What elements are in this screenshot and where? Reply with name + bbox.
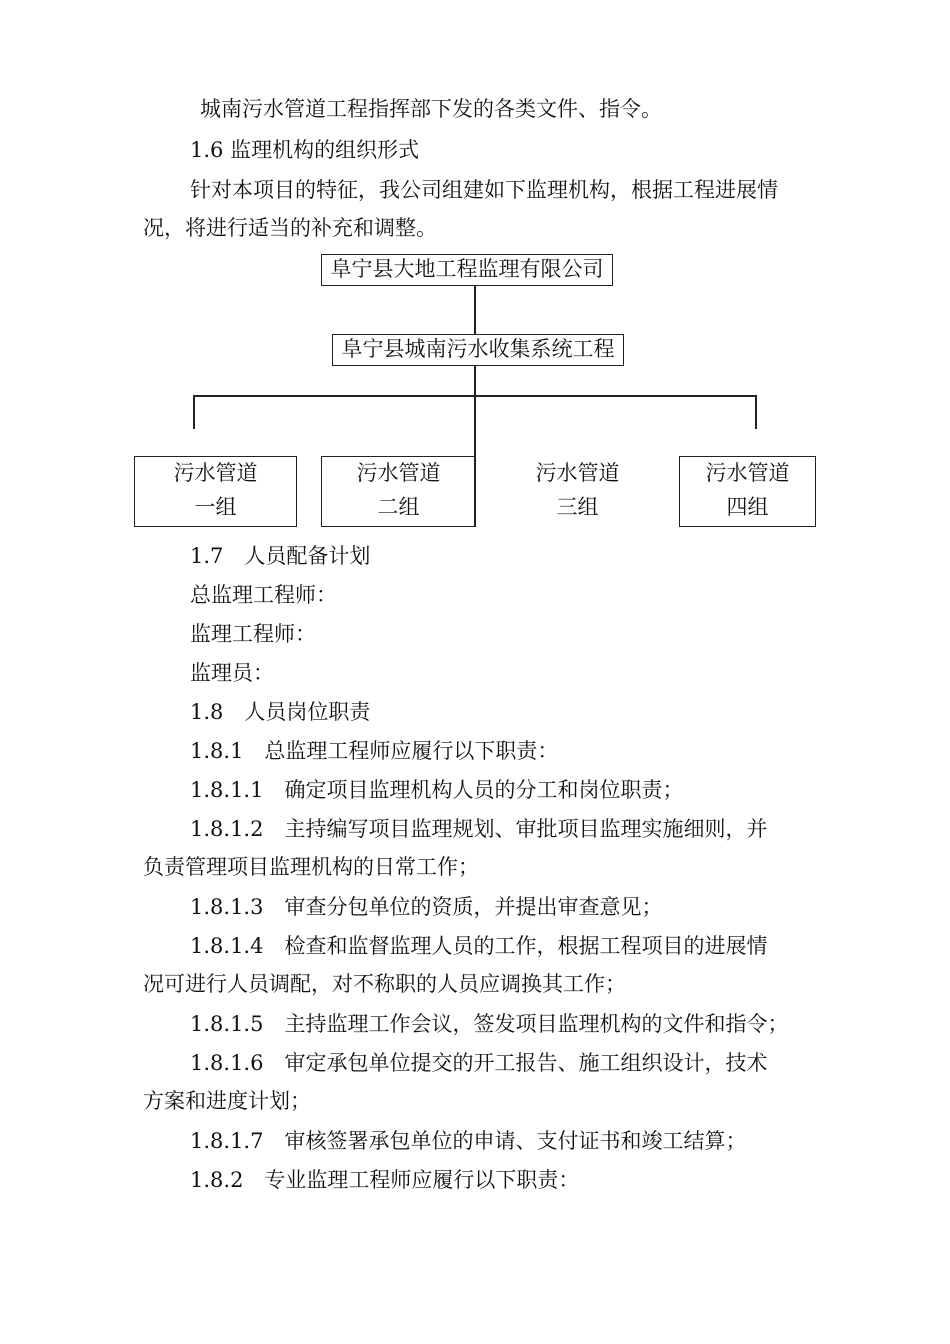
section-heading: 1.8 人员岗位职责 bbox=[190, 700, 371, 724]
connector-line bbox=[474, 286, 476, 334]
section-heading: 1.8.2 专业监理工程师应履行以下职责： bbox=[190, 1168, 580, 1192]
paragraph-line: 城南污水管道工程指挥部下发的各类文件、指令。 bbox=[200, 97, 662, 121]
paragraph-line: 1.8.1.1 确定项目监理机构人员的分工和岗位职责； bbox=[190, 778, 684, 802]
paragraph-line: 针对本项目的特征，我公司组建如下监理机构，根据工程进展情 bbox=[190, 178, 778, 202]
org-group-label: 一组 bbox=[194, 495, 237, 519]
org-group-box bbox=[500, 456, 655, 527]
paragraph-line: 监理员： bbox=[190, 661, 274, 685]
paragraph-line: 1.8.1.3 审查分包单位的资质，并提出审查意见； bbox=[190, 895, 663, 919]
org-group-label: 三组 bbox=[556, 495, 599, 519]
paragraph-line: 1.8.1.4 检查和监督监理人员的工作，根据工程项目的进展情 bbox=[190, 934, 768, 958]
paragraph-line: 1.8.1.5 主持监理工作会议，签发项目监理机构的文件和指令； bbox=[190, 1012, 789, 1036]
paragraph-line: 况可进行人员调配，对不称职的人员应调换其工作； bbox=[143, 972, 626, 996]
section-heading: 1.6 监理机构的组织形式 bbox=[190, 138, 420, 162]
org-group-label: 四组 bbox=[726, 495, 769, 519]
org-company-box bbox=[321, 254, 613, 286]
org-group-label: 污水管道 bbox=[535, 461, 620, 485]
paragraph-line: 监理工程师： bbox=[190, 622, 316, 646]
paragraph-line: 方案和进度计划； bbox=[143, 1089, 311, 1113]
org-group-label: 污水管道 bbox=[173, 461, 258, 485]
org-project-label: 阜宁县城南污水收集系统工程 bbox=[341, 337, 615, 361]
org-group-label: 二组 bbox=[377, 495, 420, 519]
org-company-label: 阜宁县大地工程监理有限公司 bbox=[330, 257, 604, 281]
paragraph-line: 况，将进行适当的补充和调整。 bbox=[143, 216, 437, 240]
connector-line bbox=[193, 395, 756, 397]
org-group-label: 污水管道 bbox=[356, 461, 441, 485]
section-heading: 1.8.1 总监理工程师应履行以下职责： bbox=[190, 739, 559, 763]
org-group-label: 污水管道 bbox=[705, 461, 790, 485]
paragraph-line: 负责管理项目监理机构的日常工作； bbox=[143, 855, 479, 879]
paragraph-line: 总监理工程师： bbox=[190, 583, 337, 607]
paragraph-line: 1.8.1.7 审核签署承包单位的申请、支付证书和竣工结算； bbox=[190, 1129, 747, 1153]
connector-line bbox=[193, 395, 195, 429]
connector-line bbox=[755, 395, 757, 429]
org-group-box bbox=[134, 456, 297, 527]
section-heading: 1.7 人员配备计划 bbox=[190, 544, 371, 568]
org-project-box bbox=[332, 334, 624, 366]
org-group-box bbox=[679, 456, 816, 527]
org-group-box bbox=[321, 456, 476, 527]
paragraph-line: 1.8.1.6 审定承包单位提交的开工报告、施工组织设计，技术 bbox=[190, 1051, 768, 1075]
paragraph-line: 1.8.1.2 主持编写项目监理规划、审批项目监理实施细则，并 bbox=[190, 817, 768, 841]
